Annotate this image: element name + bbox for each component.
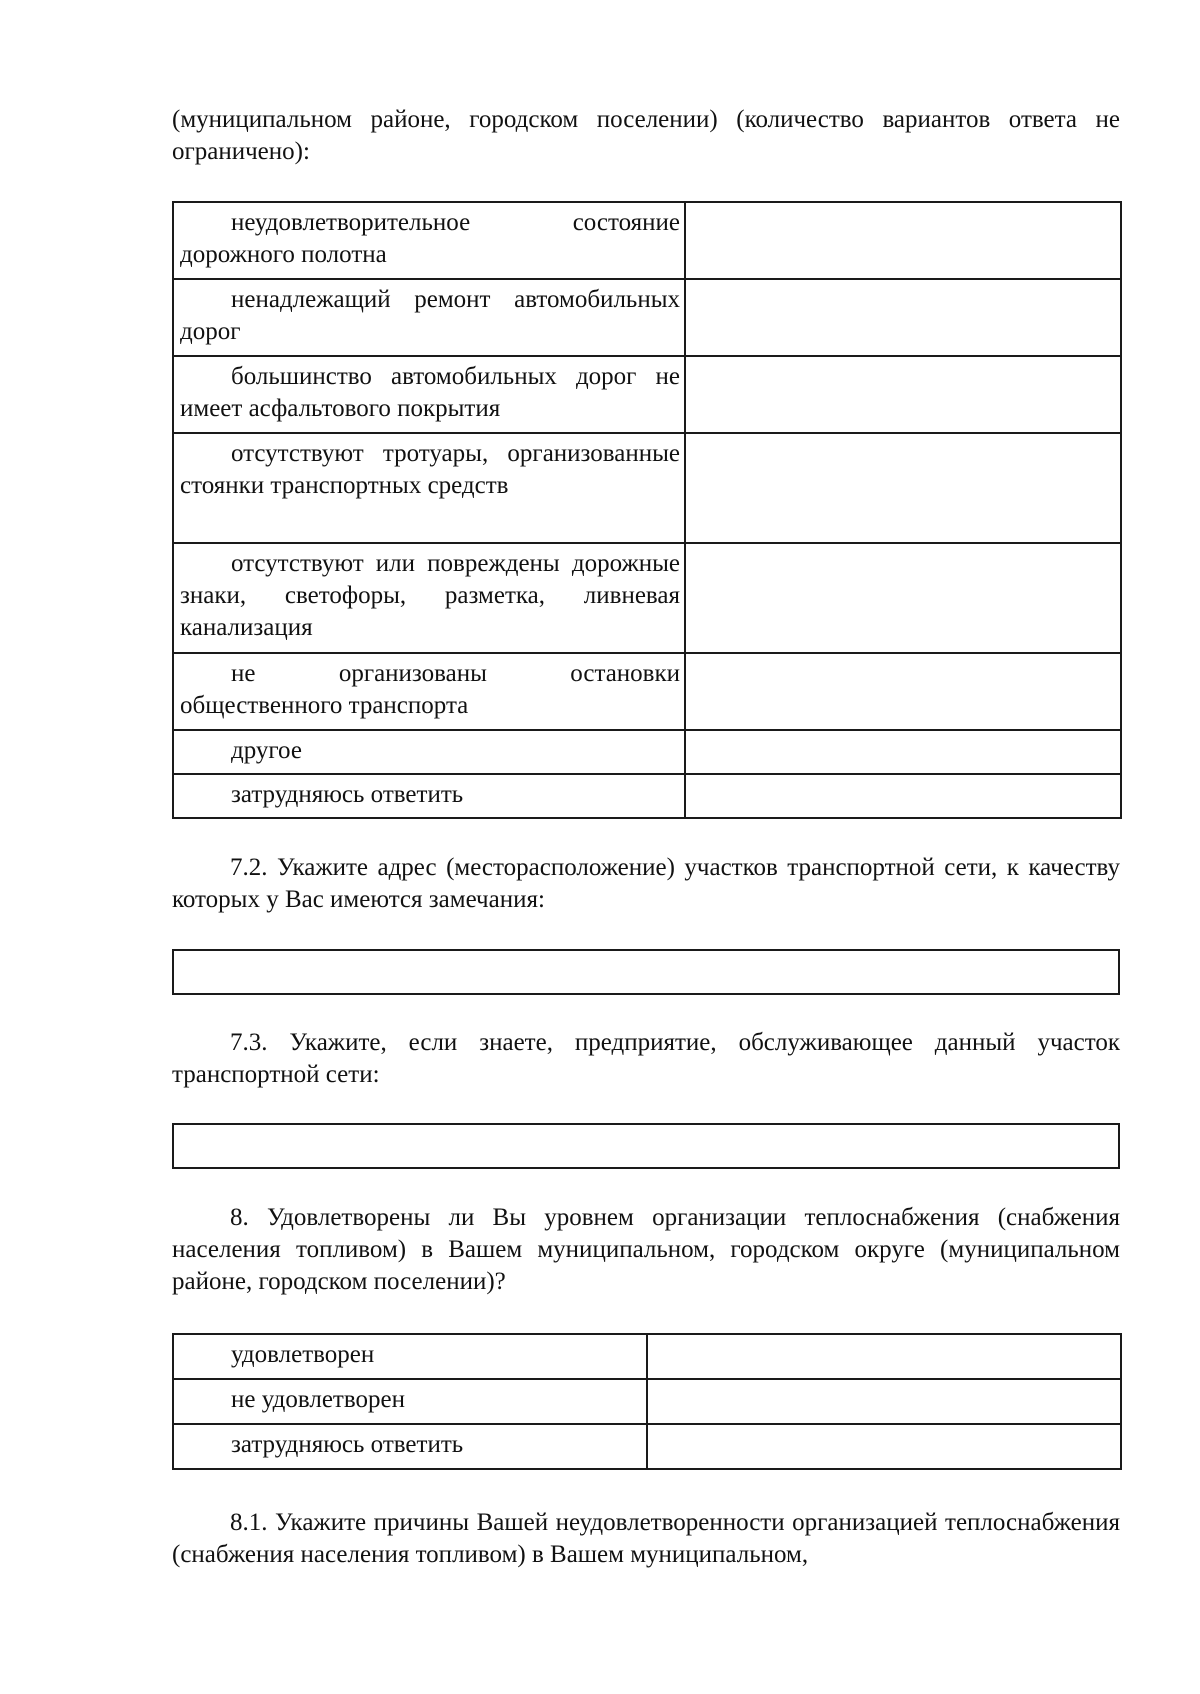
option-label: удовлетворен [173,1334,647,1379]
enterprise-answer-field[interactable] [172,1123,1120,1169]
answer-cell[interactable] [685,653,1121,730]
option-label: не организованы остановки общественного транспорта [173,653,685,730]
table-row [173,433,1121,543]
option-label: отсутствуют тротуары, организованные стоянки транспортных средств [173,433,685,543]
table-row [173,653,1121,730]
question-7-3: 7.3. Укажите, если знаете, предприятие, обслуживающее данный участок транспортной сети: [172,1029,1120,1088]
answer-cell[interactable] [685,730,1121,774]
table-row [173,730,1121,774]
road-problems-table [172,201,1122,819]
answer-cell[interactable] [685,433,1121,543]
option-label: затрудняюсь ответить [173,774,685,818]
intro-paragraph: (муниципальном районе, городском поселении) (количество вариантов ответа не ограничено): [172,106,1120,165]
answer-cell[interactable] [685,543,1121,653]
answer-cell[interactable] [647,1334,1121,1379]
table-row [173,774,1121,818]
option-label: не удовлетворен [173,1379,647,1424]
option-label: отсутствуют или повреждены дорожные знаки, светофоры, разметка, ливневая канализация [173,543,685,653]
option-label: большинство автомобильных дорог не имеет асфальтового покрытия [173,356,685,433]
answer-cell[interactable] [685,202,1121,279]
table-row [173,543,1121,653]
table-row [173,279,1121,356]
question-8: 8. Удовлетворены ли Вы уровнем организации теплоснабжения (снабжения населения топливом) в Вашем муниципальном, городском округе (муниципальном районе, городском поселении)? [172,1204,1120,1295]
answer-cell[interactable] [685,279,1121,356]
option-label: неудовлетворительное состояние дорожного полотна [173,202,685,279]
table-row [173,1379,1121,1424]
question-8-1: 8.1. Укажите причины Вашей неудовлетворенности организацией теплоснабжения (снабжения населения топливом) в Вашем муниципальном, [172,1509,1120,1568]
answer-cell[interactable] [685,356,1121,433]
option-label: ненадлежащий ремонт автомобильных дорог [173,279,685,356]
table-row [173,202,1121,279]
table-row [173,1334,1121,1379]
option-label: затрудняюсь ответить [173,1424,647,1469]
question-7-2: 7.2. Укажите адрес (месторасположение) участков транспортной сети, к качеству которых у Вас имеются замечания: [172,854,1120,913]
answer-cell[interactable] [685,774,1121,818]
heating-satisfaction-table [172,1333,1122,1470]
answer-cell[interactable] [647,1379,1121,1424]
address-answer-field[interactable] [172,949,1120,995]
table-row [173,1424,1121,1469]
table-row [173,356,1121,433]
answer-cell[interactable] [647,1424,1121,1469]
option-label: другое [173,730,685,774]
